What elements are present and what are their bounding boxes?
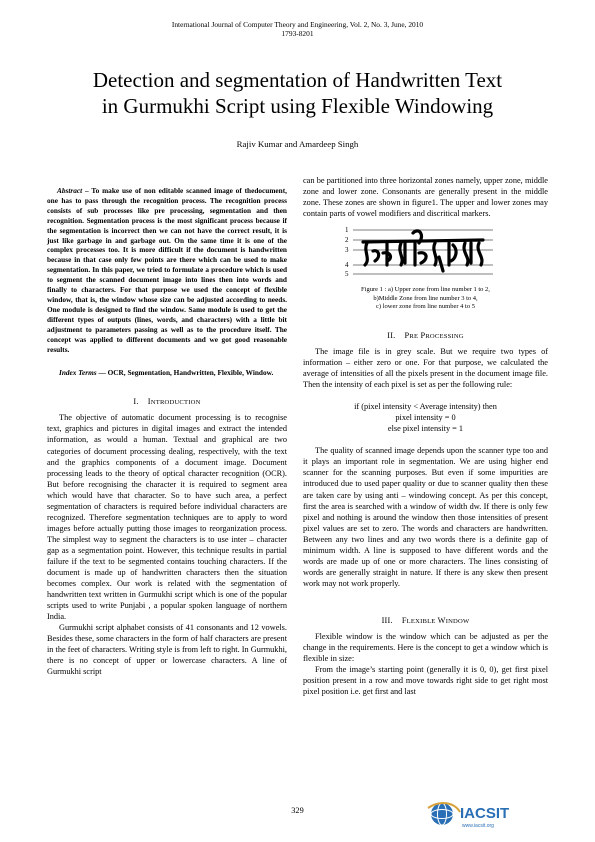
section-2-initial: P — [404, 330, 410, 340]
section-3-numeral: III. — [381, 615, 393, 625]
logo-tagline: www.iacsit.org — [462, 823, 494, 829]
section-2-rest-2: ROCESSING — [425, 332, 464, 340]
index-terms-lead: Index Terms — [59, 368, 97, 378]
index-terms — [47, 368, 287, 378]
journal-header — [0, 20, 595, 38]
zone-line-label-1: 1 — [345, 226, 349, 235]
section-3-rest-1: LEXIBLE — [406, 617, 436, 625]
zone-line-label-4: 4 — [345, 261, 349, 270]
figure-caption-line-3: c) lower zone from line number 4 to 5 — [376, 303, 475, 311]
preprocessing-paragraph-2: The quality of scanned image depends upon the scanner type too and it plays an important role in segmentation. We are using higher end scanner for the scanning purposes. But even if some impurities are introduced due to used paper quality or due to scanner quality then these are taken care by using anti – windowing concept. As per this concept, first the area is searched with a window of width dw. If there is only few pixel and nothing is around the window then those intensities of present pixel values are set to zero. The words and characters are handwritten. Between any two lines and any two words there is a definite gap of minimum width. A line is supposed to have different words and the words are made up of one or more characters. The lines consisting of words are generally straight in nature. If there is any skew then present work may not work properly. — [303, 446, 548, 588]
paper-title-line-2: in Gurmukhi Script using Flexible Windowing — [101, 94, 494, 118]
section-3-initial: F — [401, 615, 407, 625]
globe-icon — [428, 803, 460, 825]
journal-citation: International Journal of Computer Theory and Engineering, Vol. 2, No. 3, June, 2010 — [171, 20, 424, 29]
introduction-paragraph-2: Gurmukhi script alphabet consists of 41 consonants and 12 vowels. Besides these, some characters in the form of half characters are present in the feet of characters. Writing style is from left to right. In Gurmukhi, there is no concept of upper or lowercase characters. A line of Gurmukhi script — [47, 623, 287, 677]
authors: Rajiv Kumar and Amardeep Singh — [236, 139, 359, 149]
paper-title-line-1: Detection and segmentation of Handwritten Text — [92, 68, 503, 92]
right-column — [303, 175, 548, 697]
figure-caption — [303, 286, 548, 312]
zone-line-label-5: 5 — [345, 270, 349, 279]
figure-caption-line-2: b)Middle Zone from line number 3 to 4, — [373, 294, 478, 302]
flexible-window-paragraph-1: Flexible window is the window which can be adjusted as per the change in the requirements. Here is the concept to get a window which is flexible in size: — [303, 632, 548, 664]
gurmukhi-word-image — [343, 223, 503, 280]
iacsit-logo — [424, 794, 554, 834]
rule-line-3: else pixel intensity = 1 — [387, 424, 464, 434]
logo-text: IACSIT — [460, 805, 510, 822]
section-2-initial-2: P — [420, 330, 426, 340]
figure-caption-line-1: Figure 1 : a) Upper zone from line number 1 to 2, — [361, 286, 490, 294]
section-heading-flexible-window — [303, 615, 548, 627]
section-3-rest-2: INDOW — [445, 617, 470, 625]
section-2-rest-1: RE — [409, 332, 419, 340]
abstract — [47, 186, 287, 354]
introduction-paragraph-1: The objective of automatic document processing is to recognise text, graphics and pictures in digital images and extract the intended information, as would a human. Textual and graphical are two categories of document processing dealing, respectively, with the text and the graphics components of a document image. Document processing leads to the theory of optical character recognition (OCR). But before recognising the character it is required to segment area which would have that character. So to have such area, a perfect segmentation of characters is required before individual characters are recognized. Therefore segmentation techniques are to apply to word images before actually putting those images to reorganization process. The simplest way to segment the characters is to use inter – character gap as a segmentation point. However, this technique results in partial failure if the text to be segmented contains touching characters. If the document is made up of handwritten characters then the situation becomes complex. Our work is related with the segmentation of handwritten text written in Gurmukhi script which is one of the popular scripts used to write Punjabi , a popular spoken language of northern India. — [47, 413, 287, 622]
iacsit-logo-mark — [424, 794, 554, 834]
abstract-lead: Abstract — [57, 186, 83, 195]
section-2-numeral: II. — [387, 330, 396, 340]
paper-title — [40, 67, 555, 119]
rule-line-2: pixel intensity = 0 — [395, 413, 456, 423]
section-3-initial-2: W — [437, 615, 446, 625]
zone-line-label-3: 3 — [345, 246, 349, 255]
section-heading-pre-processing — [303, 330, 548, 342]
zones-paragraph: can be partitioned into three horizontal zones namely, upper zone, middle zone and lower zone. Consonants are generally present in the middle zone. These zones are shown in figure1. The upper and lower zones may contain parts of vowel modifiers and discritical markers. — [303, 176, 548, 219]
rule-line-1: if (pixel intensity < Average intensity) then — [354, 402, 497, 412]
section-heading-introduction — [47, 396, 287, 408]
section-1-rest: NTRODUCTION — [150, 399, 201, 407]
zone-line-label-2: 2 — [345, 236, 349, 245]
left-column — [47, 186, 287, 677]
section-1-initial: I — [147, 397, 151, 407]
page-number: 329 — [291, 806, 304, 815]
journal-issn: 1793-8201 — [281, 29, 314, 38]
abstract-text: – To make use of non editable scanned image of thedocument, one has to pass through the recognition process. The recognition process consists of sub processes like pre processing, segmentation and then recognition. Segmentation process is the most significant process because if the segmentation is incorrect then we can not have the correct result, it is just like garbage in and garbage out. On the same time it is one of the complex processes too. It is more difficult if the document is handwritten because in that case only few points are there which can be used to make segmentation. In this paper, we tried to formulate a procedure which is used to segment the scanned document image into lines then into words and finally to characters. For that purpose we used the concept of flexible window, that is, the window whose size can be adjusted according to needs. One module is designed to find the window. Same module is used to get the different types of outputs (lines, words, and characters) with a little bit adjustment to parameters passing as well as to the procedure itself. The concept was applied to different documents and we got good reasonable results. — [47, 186, 287, 354]
section-1-numeral: I. — [133, 397, 139, 407]
figure-gurmukhi-zones — [303, 223, 548, 280]
index-terms-text: — OCR, Segmentation, Handwritten, Flexible, Window. — [96, 368, 274, 378]
preprocessing-paragraph-1: The image file is in grey scale. But we require two types of information – either zero or one. For that purpose, we calculated the average of intensities of all the pixels present in the document image file. Then the intensity of each pixel is set as per the following rule: — [303, 347, 548, 390]
flexible-window-paragraph-2: From the image’s starting point (generally it is 0, 0), get first pixel position present in a row and move towards right side to get right most pixel position i.e. get first and last — [303, 665, 548, 697]
